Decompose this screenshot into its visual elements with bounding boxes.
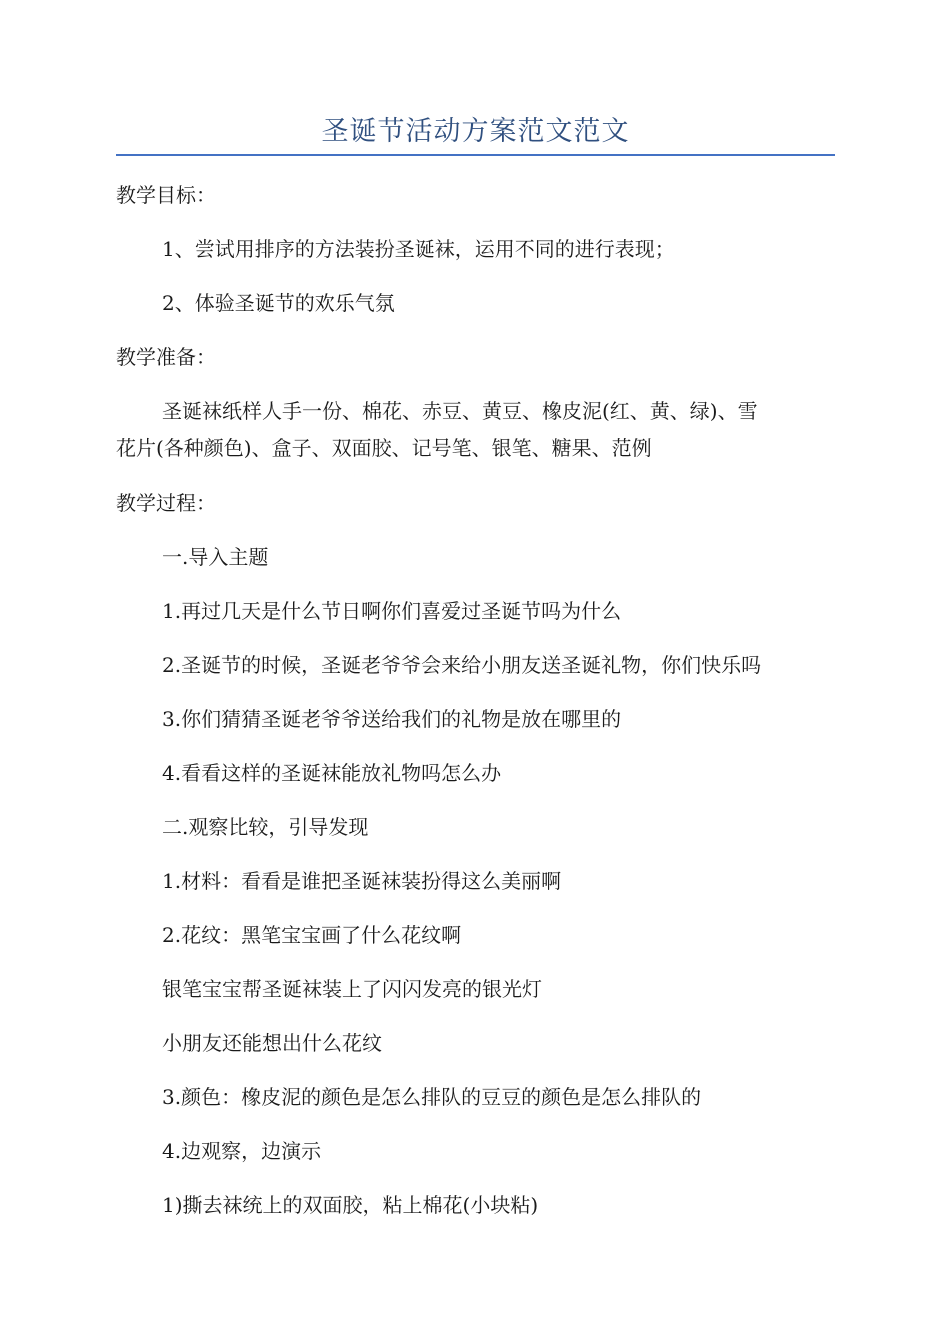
paragraph: 1.材料：看看是谁把圣诞袜装扮得这么美丽啊 — [162, 869, 562, 893]
paragraph: 3.颜色：橡皮泥的颜色是怎么排队的豆豆的颜色是怎么排队的 — [162, 1085, 702, 1109]
section-heading-process: 教学过程： — [116, 491, 216, 515]
paragraph: 小朋友还能想出什么花纹 — [162, 1031, 382, 1055]
paragraph: 2.圣诞节的时候，圣诞老爷爷会来给小朋友送圣诞礼物，你们快乐吗 — [162, 653, 762, 677]
paragraph: 4.边观察，边演示 — [162, 1139, 322, 1163]
paragraph: 圣诞袜纸样人手一份、棉花、赤豆、黄豆、橡皮泥(红、黄、绿)、雪 — [162, 399, 758, 423]
title-underline — [116, 154, 835, 156]
section-heading-objectives: 教学目标： — [116, 183, 216, 207]
paragraph: 银笔宝宝帮圣诞袜装上了闪闪发亮的银光灯 — [162, 977, 542, 1001]
paragraph: 2、体验圣诞节的欢乐气氛 — [162, 291, 395, 315]
paragraph: 1.再过几天是什么节日啊你们喜爱过圣诞节吗为什么 — [162, 599, 622, 623]
paragraph: 2.花纹：黑笔宝宝画了什么花纹啊 — [162, 923, 462, 947]
subheading: 二.观察比较，引导发现 — [162, 815, 369, 839]
document-title: 圣诞节活动方案范文范文 — [321, 116, 630, 147]
paragraph: 1、尝试用排序的方法装扮圣诞袜，运用不同的进行表现； — [162, 237, 675, 261]
section-heading-preparation: 教学准备： — [116, 345, 216, 369]
subheading: 一.导入主题 — [162, 545, 269, 569]
paragraph: 4.看看这样的圣诞袜能放礼物吗怎么办 — [162, 761, 502, 785]
paragraph: 1)撕去袜统上的双面胶，粘上棉花(小块粘) — [162, 1193, 539, 1217]
paragraph: 3.你们猜猜圣诞老爷爷送给我们的礼物是放在哪里的 — [162, 707, 622, 731]
paragraph-continuation: 花片(各种颜色)、盒子、双面胶、记号笔、银笔、糖果、范例 — [116, 436, 652, 460]
